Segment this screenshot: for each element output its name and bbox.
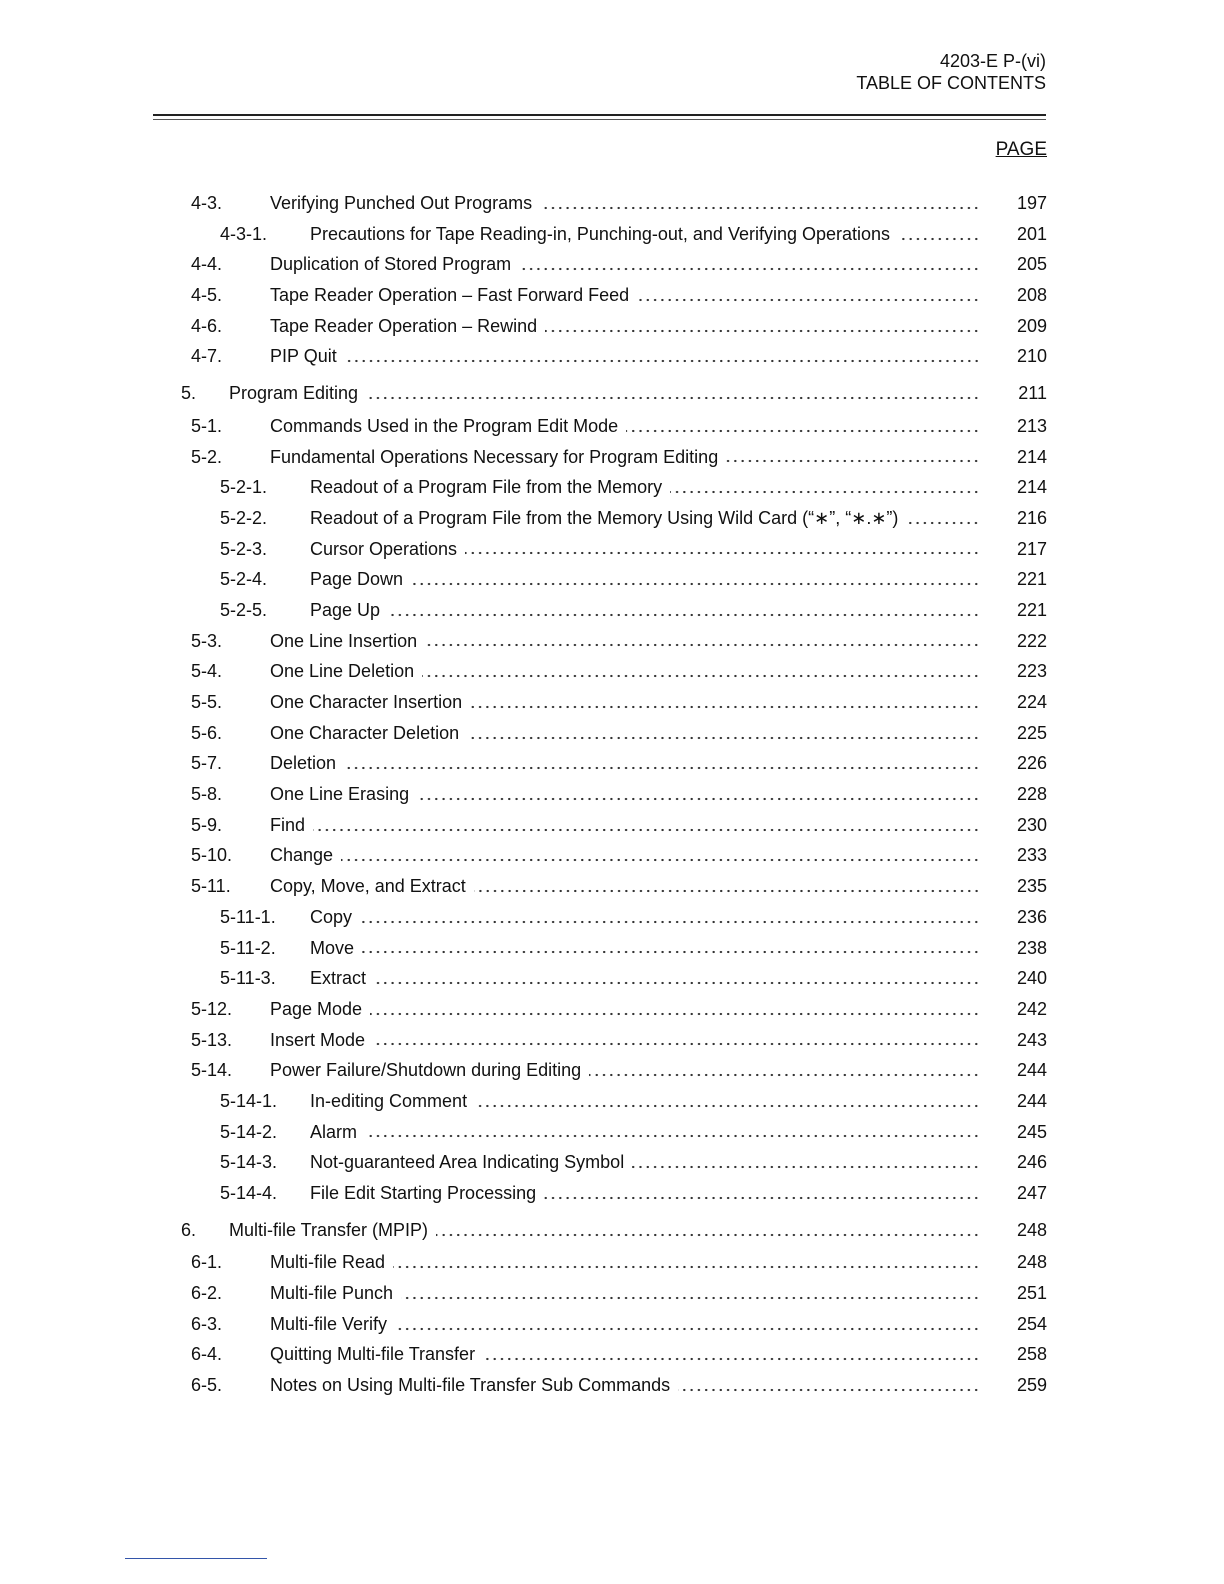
page-number: 210 [1016,346,1047,367]
dot-leader [393,1265,980,1269]
dot-leader [341,858,980,862]
section-title: One Line Deletion [270,661,415,682]
dot-leader [467,736,980,740]
page-number: 247 [1016,1183,1047,1203]
toc-entry[interactable] [0,534,1224,565]
dot-leader [436,1233,980,1237]
section-number: 5-11-3. [220,968,276,989]
section-title: Multi-file Read [270,1252,386,1273]
toc-entry[interactable] [0,933,1224,964]
dot-leader [374,981,980,985]
section-number: 4-7. [191,346,223,367]
page-number: 228 [1016,784,1047,805]
toc-entry[interactable] [0,779,1224,810]
toc-entry[interactable] [0,378,1224,409]
toc-entry[interactable] [0,1339,1224,1370]
page-number: 214 [1016,477,1047,498]
toc-entry[interactable] [0,1025,1224,1056]
table-of-contents [0,188,1224,1401]
toc-entry[interactable] [0,687,1224,718]
toc-entry[interactable] [0,656,1224,687]
section-number: 5-2-5. [220,599,268,620]
dot-leader [670,490,980,494]
toc-entry[interactable] [0,249,1224,280]
section-number: 5-14-4. [220,1183,278,1203]
section-title: Move [310,937,355,958]
section-title: Find [270,814,306,835]
section-title: Page Up [310,599,381,620]
toc-entry[interactable] [0,311,1224,342]
dot-leader [678,1388,980,1392]
page-number: 248 [1016,1252,1047,1273]
document-id: 4203-E P-(vi) [939,51,1046,71]
toc-entry[interactable] [0,994,1224,1025]
dot-leader [417,797,980,801]
section-title: Program Editing [229,383,359,404]
toc-entry[interactable] [0,472,1224,503]
page-number: 225 [1016,722,1047,743]
dot-leader [474,889,980,893]
section-title: Page Down [310,569,404,590]
section-number: 5-2-4. [220,569,268,590]
page-number: 214 [1016,446,1047,467]
section-number: 5-11. [191,876,231,897]
dot-leader [366,396,980,400]
dot-leader [906,521,980,525]
dot-leader [362,950,980,954]
toc-entry[interactable] [0,840,1224,871]
toc-entry[interactable] [0,1247,1224,1278]
toc-entry[interactable] [0,1215,1224,1246]
dot-leader [589,1073,980,1077]
toc-entry[interactable] [0,718,1224,749]
section-title: Multi-file Verify [270,1313,388,1334]
section-number: 5-13. [191,1029,233,1050]
section-number: 5-14. [191,1060,233,1081]
section-title: Tape Reader Operation – Fast Forward Feed [270,285,630,306]
page-number: 224 [1016,692,1047,712]
section-title: Verifying Punched Out Programs [270,193,533,213]
section-title: Readout of a Program File from the Memory [310,477,663,498]
toc-entry[interactable] [0,341,1224,372]
dot-leader [422,674,980,678]
section-title: Cursor Operations [310,538,458,559]
section-title: Deletion [270,753,337,774]
section-number: 5-12. [191,998,233,1019]
page-number: 221 [1016,569,1047,590]
page-number: 236 [1016,906,1047,927]
dot-leader [540,206,980,210]
page-number: 243 [1016,1029,1047,1050]
dot-leader [637,298,980,302]
page-column-header: PAGE [995,139,1047,160]
section-number: 4-3-1. [220,223,268,244]
page-number: 211 [1018,383,1047,404]
section-title: One Character Deletion [270,722,460,743]
toc-entry[interactable] [0,902,1224,933]
dot-leader [370,1012,980,1016]
dot-leader [483,1357,980,1361]
page-number: 226 [1016,753,1047,774]
section-number: 5-9. [191,814,223,835]
section-title: In-editing Comment [310,1090,468,1111]
toc-entry[interactable] [0,503,1224,534]
page-number: 245 [1016,1121,1047,1142]
section-title: Commands Used in the Program Edit Mode [270,415,619,436]
page-number: 258 [1016,1344,1047,1365]
section-title: Duplication of Stored Program [270,254,512,275]
page-number: 230 [1016,814,1047,835]
section-title: File Edit Starting Processing [310,1183,537,1203]
dot-leader [470,705,980,709]
section-number: 5-14-3. [220,1152,278,1173]
section-number: 6. [181,1219,197,1240]
page-number: 242 [1016,998,1047,1019]
dot-leader [519,267,980,271]
section-number: 6-2. [191,1283,223,1304]
section-number: 4-5. [191,285,223,306]
section-title: Quitting Multi-file Transfer [270,1344,476,1365]
page-number: 233 [1016,845,1047,866]
page-number: 221 [1016,599,1047,620]
section-title: Power Failure/Shutdown during Editing [270,1060,582,1081]
toc-entry[interactable] [0,871,1224,902]
section-title: Extract [310,968,367,989]
page-number: 223 [1016,661,1047,682]
dot-leader [475,1104,980,1108]
toc-entry[interactable] [0,748,1224,779]
section-number: 5-1. [191,415,223,436]
toc-entry[interactable] [0,1278,1224,1309]
section-title: Page Mode [270,998,363,1019]
section-title: Tape Reader Operation – Rewind [270,315,538,336]
section-number: 5. [181,383,197,404]
toc-entry[interactable] [0,1147,1224,1178]
section-number: 6-3. [191,1313,223,1334]
page-number: 217 [1016,538,1047,559]
section-title: Insert Mode [270,1029,366,1050]
page-number: 216 [1016,507,1047,528]
dot-leader [373,1042,980,1046]
page-number: 259 [1016,1375,1047,1396]
dot-leader [365,1134,980,1138]
section-number: 5-11-1. [220,906,276,927]
section-number: 6-5. [191,1375,223,1396]
toc-entry[interactable] [0,1309,1224,1340]
page-number: 254 [1016,1313,1047,1334]
dot-leader [345,359,980,363]
dot-leader [411,582,980,586]
page-number: 240 [1016,968,1047,989]
toc-entry[interactable] [0,411,1224,442]
dot-leader [425,643,980,647]
toc-entry[interactable] [0,1086,1224,1117]
section-title: Notes on Using Multi-file Transfer Sub Commands [270,1375,671,1396]
toc-entry[interactable] [0,280,1224,311]
section-title: Alarm [310,1121,358,1142]
section-title: One Character Insertion [270,692,463,712]
section-number: 4-3. [191,193,223,213]
section-title: Readout of a Program File from the Memory Using Wild Card (“∗”, “∗.∗”) [310,507,899,528]
dot-leader [395,1327,980,1331]
toc-entry[interactable] [0,219,1224,250]
dot-leader [632,1165,980,1169]
section-title: Multi-file Transfer (MPIP) [229,1219,429,1240]
section-number: 5-14-2. [220,1121,278,1142]
section-title: One Line Insertion [270,630,418,651]
section-number: 5-2. [191,446,223,467]
section-number: 5-10. [191,845,233,866]
dot-leader [360,920,980,924]
page-number: 246 [1016,1152,1047,1173]
dot-leader [726,459,980,463]
page-number: 244 [1016,1090,1047,1111]
dot-leader [626,429,980,433]
dot-leader [545,329,980,333]
page-number: 248 [1016,1219,1047,1240]
section-title: Fundamental Operations Necessary for Program Editing [270,446,719,467]
dot-leader [388,613,980,617]
dot-leader [401,1296,980,1300]
section-number: 5-8. [191,784,223,805]
dot-leader [898,237,980,241]
header-rule [153,114,1046,116]
toc-entry[interactable] [0,188,1224,219]
toc-entry[interactable] [0,1370,1224,1401]
dot-leader [544,1196,980,1200]
page-title: TABLE OF CONTENTS [856,73,1046,93]
section-title: Multi-file Punch [270,1283,394,1304]
dot-leader [344,766,980,770]
section-title: Precautions for Tape Reading-in, Punching-out, and Verifying Operations [310,223,891,244]
toc-entry[interactable] [0,963,1224,994]
section-title: Change [270,845,334,866]
section-title: One Line Erasing [270,784,410,805]
header-rule-thin [153,119,1046,120]
section-title: Not-guaranteed Area Indicating Symbol [310,1152,625,1173]
page-number: 205 [1016,254,1047,275]
page-number: 208 [1016,285,1047,306]
toc-entry[interactable] [0,810,1224,841]
page-number: 213 [1016,415,1047,436]
section-number: 6-4. [191,1344,223,1365]
page-number: 251 [1016,1283,1047,1304]
section-number: 6-1. [191,1252,223,1273]
section-number: 5-4. [191,661,223,682]
section-number: 5-6. [191,722,223,743]
section-number: 4-4. [191,254,223,275]
page-number: 238 [1016,937,1047,958]
toc-entry[interactable] [0,1178,1224,1209]
dot-leader [465,551,980,555]
section-title: PIP Quit [270,346,337,367]
dot-leader [313,828,980,832]
section-number: 5-2-2. [220,507,268,528]
page-number: 244 [1016,1060,1047,1081]
section-number: 5-11-2. [220,937,276,958]
section-title: Copy [310,906,353,927]
toc-entry[interactable] [0,626,1224,657]
page-number: 209 [1016,315,1047,336]
toc-entry[interactable] [0,595,1224,626]
section-number: 5-14-1. [220,1090,278,1111]
page-number: 222 [1016,630,1047,651]
section-title: Copy, Move, and Extract [270,876,466,897]
section-number: 5-2-1. [220,477,268,498]
section-number: 5-2-3. [220,538,268,559]
section-number: 5-5. [191,692,223,712]
toc-entry[interactable] [0,1117,1224,1148]
page-number: 197 [1016,193,1047,213]
toc-entry[interactable] [0,1055,1224,1086]
section-number: 4-6. [191,315,223,336]
page-number: 235 [1016,876,1047,897]
toc-entry[interactable] [0,442,1224,473]
footnote-rule [125,1558,267,1559]
section-number: 5-7. [191,753,223,774]
section-number: 5-3. [191,630,223,651]
toc-entry[interactable] [0,564,1224,595]
page-number: 201 [1016,223,1047,244]
